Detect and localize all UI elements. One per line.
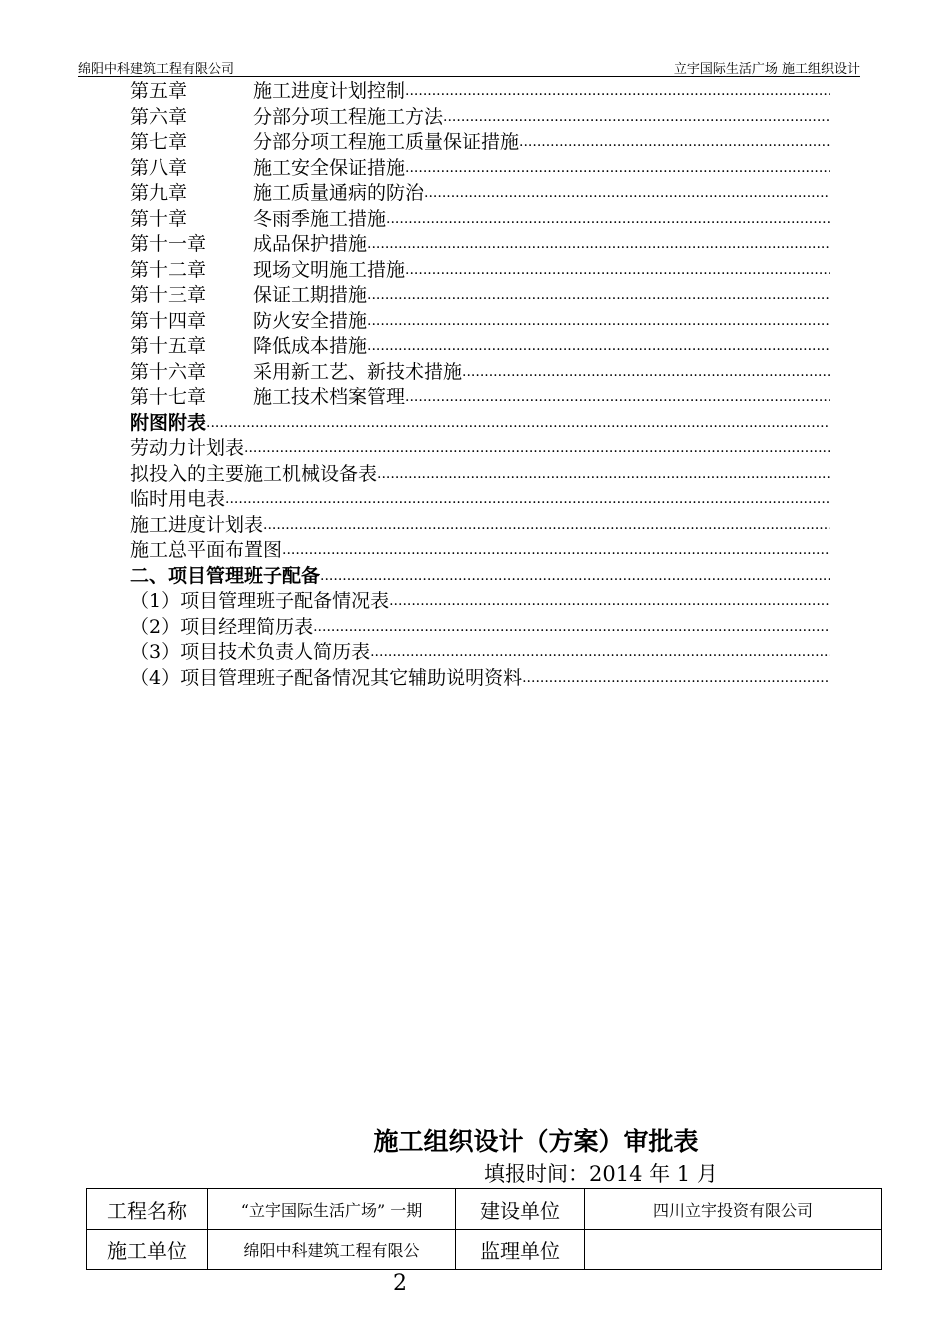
toc-line: [130, 283, 830, 309]
toc-leader: [405, 156, 830, 182]
toc-leader: [313, 615, 830, 641]
toc-line: [130, 360, 830, 386]
toc-title: 施工进度计划表: [130, 513, 264, 536]
owner-label: 建设单位: [456, 1189, 585, 1230]
toc-leader: [367, 283, 830, 309]
toc-title: 防火安全措施: [253, 309, 368, 332]
toc-title: 采用新工艺、新技术措施: [253, 360, 463, 383]
approval-table: [86, 1188, 882, 1270]
toc-line: [130, 105, 830, 131]
toc-leader: [462, 360, 830, 386]
toc-title: 施工安全保证措施: [253, 156, 406, 179]
page-number: 2: [393, 1271, 407, 1296]
toc-line: [130, 615, 830, 641]
table-of-contents: [130, 79, 830, 691]
toc-title: 施工质量通病的防治: [253, 182, 425, 204]
toc-line: [130, 640, 830, 666]
header-project: 立宇国际生活广场 施工组织设计: [673, 62, 860, 77]
toc-leader: [367, 334, 830, 360]
toc-title: 临时用电表: [130, 488, 226, 510]
toc-line: [130, 232, 830, 258]
project-name-label: 工程名称: [87, 1189, 208, 1230]
toc-leader: [225, 487, 830, 513]
toc-line: [130, 258, 830, 284]
toc-line: [130, 79, 830, 105]
toc-leader: [389, 589, 830, 615]
toc-line: [130, 487, 830, 513]
toc-line: [130, 564, 830, 590]
toc-title: 劳动力计划表: [130, 437, 245, 459]
toc-title: 保证工期措施: [253, 284, 368, 306]
toc-chapter: 第十五章: [130, 335, 207, 357]
toc-line: [130, 462, 830, 488]
toc-chapter: 第九章: [130, 182, 188, 204]
toc-leader: [519, 130, 830, 156]
toc-leader: [386, 207, 830, 233]
toc-title: （3）项目技术负责人简历表: [130, 641, 371, 663]
toc-leader: [320, 564, 830, 590]
table-row: [87, 1189, 882, 1230]
toc-title: 施工总平面布置图: [130, 539, 283, 561]
toc-title: 分部分项工程施工质量保证措施: [253, 131, 520, 153]
toc-chapter: 第十一章: [130, 233, 207, 255]
toc-leader: [522, 666, 830, 692]
toc-leader: [282, 538, 830, 564]
toc-title: 拟投入的主要施工机械设备表: [130, 462, 378, 485]
toc-title: 降低成本措施: [253, 335, 368, 357]
toc-leader: [405, 258, 830, 284]
toc-line: [130, 411, 830, 437]
toc-line: [130, 130, 830, 156]
toc-leader: [377, 462, 830, 488]
toc-line: [130, 666, 830, 692]
contractor-value: 绵阳中科建筑工程有限公: [208, 1230, 456, 1270]
toc-title: （1）项目管理班子配备情况表: [130, 590, 390, 612]
toc-line: [130, 385, 830, 411]
toc-leader: [367, 309, 830, 335]
form-title: 施工组织设计（方案）审批表: [373, 1127, 699, 1156]
toc-line: [130, 436, 830, 462]
toc-title: 成品保护措施: [253, 233, 368, 255]
toc-chapter: 第六章: [130, 105, 188, 128]
toc-line: [130, 334, 830, 360]
toc-chapter: 第十三章: [130, 284, 207, 306]
toc-line: [130, 156, 830, 182]
toc-line: [130, 181, 830, 207]
toc-chapter: 第七章: [130, 131, 188, 153]
toc-section-title: 二、项目管理班子配备: [130, 564, 321, 587]
form-date: 填报时间：2014 年 1 月: [484, 1162, 718, 1186]
toc-leader: [370, 640, 830, 666]
toc-title: （2）项目经理简历表: [130, 615, 314, 638]
contractor-label: 施工单位: [87, 1230, 208, 1270]
toc-chapter: 第十六章: [130, 360, 207, 383]
toc-line: [130, 538, 830, 564]
toc-chapter: 第十七章: [130, 386, 207, 408]
toc-title: 施工进度计划控制: [253, 80, 406, 102]
supervisor-value: [585, 1230, 882, 1270]
toc-leader: [424, 181, 830, 207]
toc-chapter: 第十四章: [130, 309, 207, 332]
project-name-value: “立宇国际生活广场” 一期: [208, 1189, 456, 1230]
supervisor-label: 监理单位: [456, 1230, 585, 1270]
toc-line: [130, 513, 830, 539]
toc-line: [130, 309, 830, 335]
toc-title: 施工技术档案管理: [253, 386, 406, 408]
toc-leader: [367, 232, 830, 258]
toc-chapter: 第五章: [130, 80, 188, 102]
toc-leader: [263, 513, 830, 539]
toc-leader: [244, 436, 830, 462]
toc-title: 冬雨季施工措施: [253, 207, 387, 230]
toc-leader: [405, 385, 830, 411]
owner-value: 四川立宇投资有限公司: [585, 1189, 882, 1230]
toc-title: （4）项目管理班子配备情况其它辅助说明资料: [130, 666, 523, 689]
toc-leader: [405, 79, 830, 105]
toc-chapter: 第十章: [130, 207, 188, 230]
toc-line: [130, 589, 830, 615]
toc-chapter: 第十二章: [130, 258, 207, 281]
toc-title: 分部分项工程施工方法: [253, 105, 444, 128]
header-company: 绵阳中科建筑工程有限公司: [78, 62, 235, 77]
toc-line: [130, 207, 830, 233]
toc-section-title: 附图附表: [130, 411, 207, 434]
toc-leader: [443, 105, 830, 131]
toc-leader: [206, 411, 830, 437]
toc-chapter: 第八章: [130, 156, 188, 179]
page-header: [78, 58, 860, 77]
table-row: [87, 1230, 882, 1270]
toc-title: 现场文明施工措施: [253, 258, 406, 281]
